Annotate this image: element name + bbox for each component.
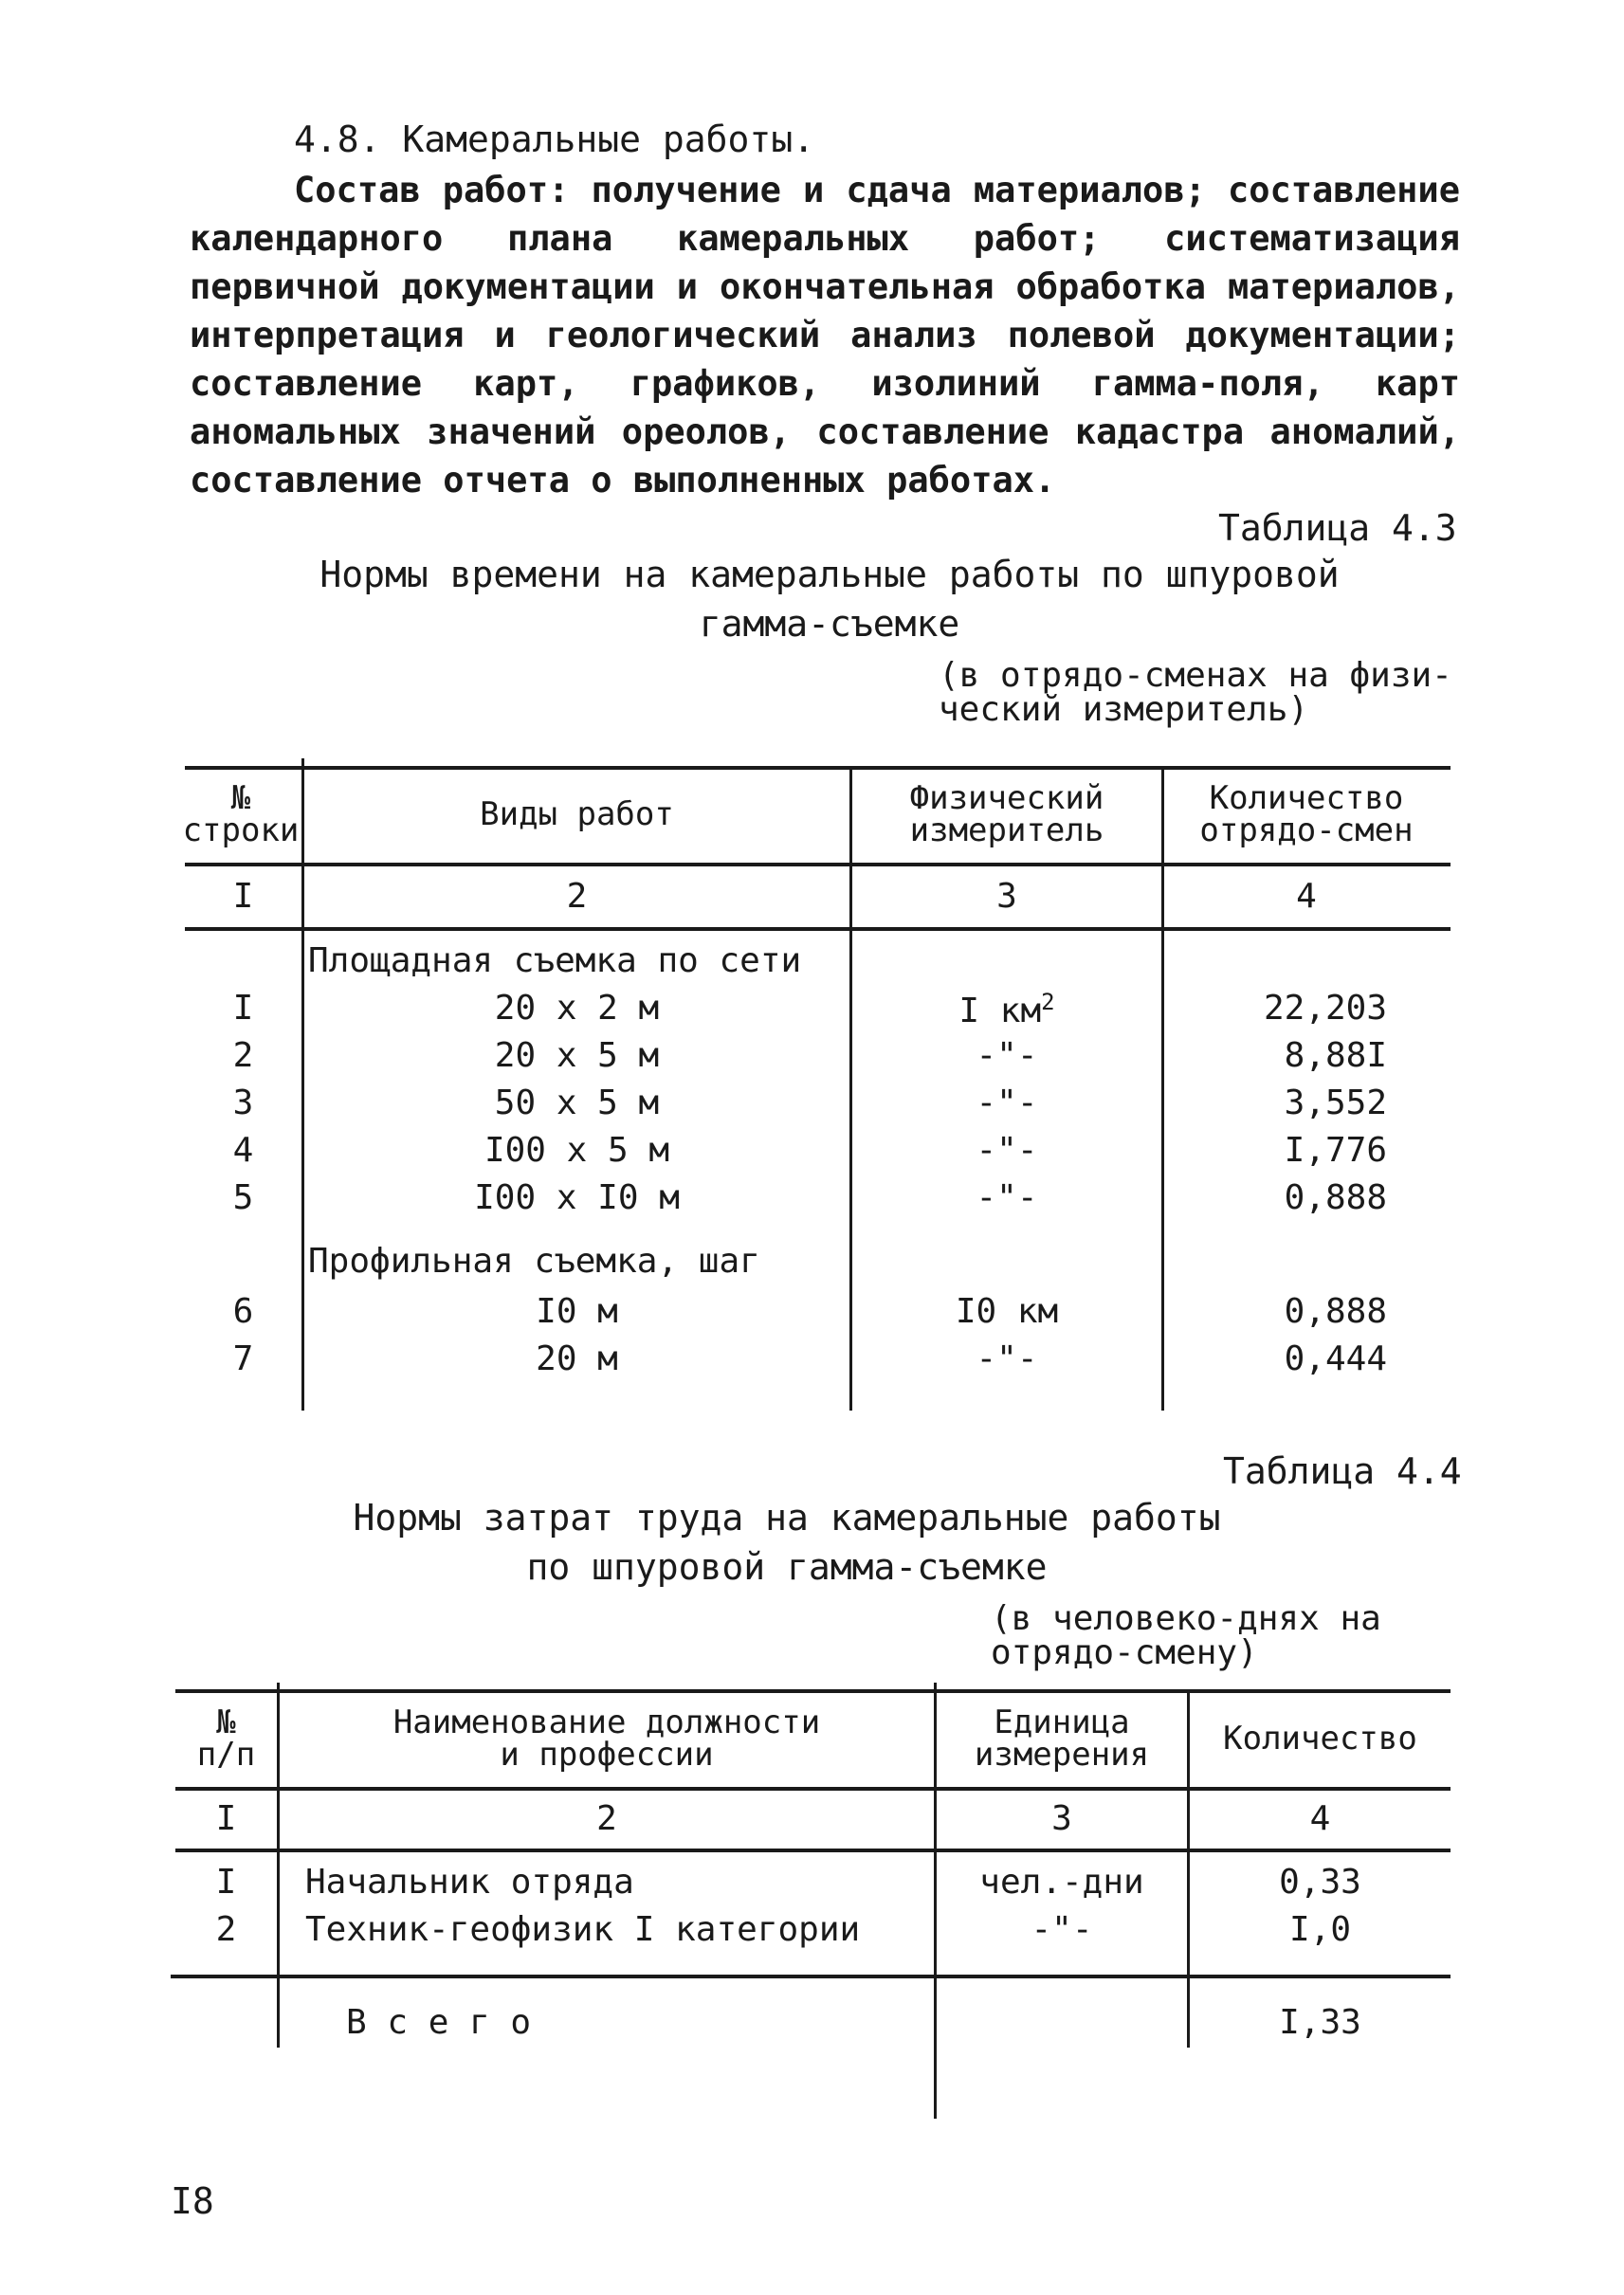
table2-header-name-line2: и профессии bbox=[500, 1736, 714, 1774]
row-work: 20 х 5 м bbox=[494, 1036, 660, 1075]
table1-header-num bbox=[180, 779, 301, 849]
table2-note bbox=[991, 1599, 1381, 1672]
table2-colnum-3: 3 bbox=[1051, 1799, 1072, 1838]
row-unit-sup: 2 bbox=[1041, 989, 1055, 1015]
table2-rule-top bbox=[175, 1689, 1451, 1693]
table2-header-unit-line2: измерения bbox=[974, 1736, 1150, 1774]
section-paragraph: Состав работ: получение и сдача материалов; составление календарного плана камеральных работ; систематизация первичной документации и окончательная обработка материалов, интерпретация и геологический анализ полевой документации; составление карт, графиков, изолиний гамма-поля, карт аномальных значений ореолов, составление кадастра аномалий, составление отчета о выполненных работах. bbox=[190, 170, 1460, 501]
row-work: 20 м bbox=[536, 1339, 618, 1378]
row-qty: 0,444 bbox=[1284, 1339, 1387, 1378]
page-number: I8 bbox=[171, 2180, 214, 2222]
row-unit: чел.-дни bbox=[979, 1863, 1144, 1902]
table1-label: Таблица 4.3 bbox=[1218, 507, 1457, 549]
row-work: I0 м bbox=[536, 1292, 618, 1331]
table2-header-unit-line1: Единица bbox=[994, 1703, 1130, 1741]
row-num: 5 bbox=[232, 1178, 254, 1217]
table1-note-line1: (в отрядо-сменах на физи- bbox=[939, 656, 1452, 695]
table2-title-line2: по шпуровой гамма-съемке bbox=[526, 1546, 1048, 1588]
row-unit: -"- bbox=[976, 1178, 1038, 1217]
table2-title-line1: Нормы затрат труда на камеральные работы bbox=[353, 1497, 1221, 1539]
row-unit-text: I км bbox=[958, 992, 1042, 1030]
row-name: Начальник отряда bbox=[305, 1863, 634, 1902]
table1-group2-label: Профильная съемка, шаг bbox=[308, 1242, 760, 1281]
table2-rule-header bbox=[175, 1787, 1451, 1791]
table1-header-num-line1: № bbox=[230, 779, 251, 817]
table2-colnum-1: I bbox=[215, 1799, 237, 1838]
table2-header-unit bbox=[937, 1703, 1187, 1774]
row-num: 6 bbox=[232, 1292, 254, 1331]
table2-colnum-2: 2 bbox=[596, 1799, 617, 1838]
row-qty: 0,888 bbox=[1284, 1292, 1387, 1331]
table1-title-line2: гамма-съемке bbox=[699, 603, 960, 645]
table1-header-num-line2: строки bbox=[182, 811, 300, 849]
row-num: I bbox=[215, 1863, 237, 1902]
row-name: Техник-геофизик I категории bbox=[305, 1910, 861, 1949]
table2-colnum-4: 4 bbox=[1309, 1799, 1331, 1838]
row-unit: I0 км bbox=[955, 1292, 1059, 1331]
table1-header-unit bbox=[852, 779, 1161, 849]
table1-rule-numbers bbox=[185, 927, 1451, 931]
row-qty: 0,888 bbox=[1284, 1178, 1387, 1217]
table2-header-name-line1: Наименование должности bbox=[392, 1703, 821, 1741]
table2-rule-total bbox=[171, 1975, 1451, 1978]
row-unit: -"- bbox=[976, 1036, 1038, 1075]
table1-header-work: Виды работ bbox=[480, 795, 674, 833]
row-work: I00 х 5 м bbox=[484, 1131, 670, 1170]
row-qty: 22,203 bbox=[1263, 989, 1387, 1028]
row-unit: -"- bbox=[976, 1131, 1038, 1170]
table2-header-num-line2: п/п bbox=[196, 1736, 256, 1774]
table1-header-qty-line2: отрядо-смен bbox=[1199, 811, 1414, 849]
row-qty: 0,33 bbox=[1279, 1863, 1361, 1902]
section-heading: 4.8. Камеральные работы. bbox=[294, 118, 815, 160]
table1-rule-header bbox=[185, 863, 1451, 866]
table1-title-line1: Нормы времени на камеральные работы по шпуровой bbox=[319, 554, 1340, 595]
row-qty: I,776 bbox=[1284, 1131, 1387, 1170]
row-unit bbox=[852, 989, 1161, 1030]
table1-rule-top bbox=[185, 766, 1451, 770]
table1-header-unit-line1: Физический bbox=[909, 779, 1104, 817]
row-num: 2 bbox=[232, 1036, 254, 1075]
table2-header-num bbox=[175, 1703, 277, 1774]
row-work: 20 х 2 м bbox=[494, 989, 660, 1028]
table1-title bbox=[284, 550, 1375, 648]
total-qty: I,33 bbox=[1279, 2003, 1361, 2042]
row-num: 7 bbox=[232, 1339, 254, 1378]
row-num: 2 bbox=[215, 1910, 237, 1949]
table1-note bbox=[939, 656, 1452, 729]
row-qty: I,0 bbox=[1288, 1910, 1352, 1949]
table2-header-qty: Количество bbox=[1223, 1720, 1417, 1758]
table1-group1-label: Площадная съемка по сети bbox=[308, 941, 802, 980]
table2-note-line2: отрядо-смену) bbox=[991, 1633, 1258, 1672]
total-label: В с е г о bbox=[346, 2003, 532, 2042]
row-unit: -"- bbox=[976, 1339, 1038, 1378]
table1-header-unit-line2: измеритель bbox=[909, 811, 1104, 849]
table1-colnum-2: 2 bbox=[566, 877, 588, 916]
table1-colnum-4: 4 bbox=[1296, 877, 1317, 916]
row-num: 4 bbox=[232, 1131, 254, 1170]
table1-header-qty bbox=[1164, 779, 1449, 849]
table2-header-num-line1: № bbox=[216, 1703, 236, 1741]
row-unit: -"- bbox=[976, 1084, 1038, 1122]
row-unit: -"- bbox=[1031, 1910, 1093, 1949]
table2-note-line1: (в человеко-днях на bbox=[991, 1599, 1381, 1638]
row-num: 3 bbox=[232, 1084, 254, 1122]
row-num: I bbox=[232, 989, 254, 1028]
table1-colnum-1: I bbox=[232, 877, 254, 916]
table1-note-line2: ческий измеритель) bbox=[939, 690, 1309, 729]
row-work: I00 х I0 м bbox=[474, 1178, 680, 1217]
table2-title bbox=[313, 1493, 1261, 1592]
table2-rule-numbers bbox=[175, 1849, 1451, 1852]
table2-header-name bbox=[280, 1703, 934, 1774]
table1-colnum-3: 3 bbox=[996, 877, 1017, 916]
row-work: 50 х 5 м bbox=[494, 1084, 660, 1122]
row-qty: 3,552 bbox=[1284, 1084, 1387, 1122]
table2-label: Таблица 4.4 bbox=[1223, 1450, 1462, 1492]
row-qty: 8,88I bbox=[1284, 1036, 1387, 1075]
table1-header-qty-line1: Количество bbox=[1209, 779, 1404, 817]
